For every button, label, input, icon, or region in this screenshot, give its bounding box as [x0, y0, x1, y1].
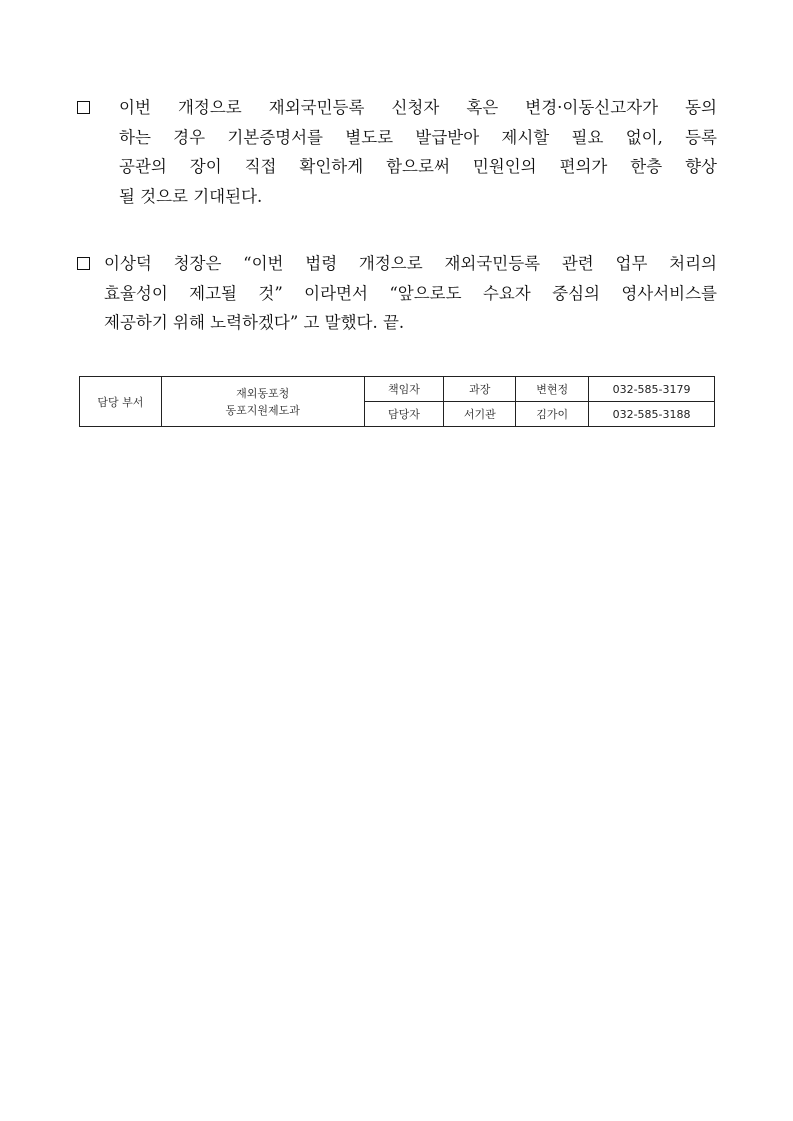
square-checkbox-icon: [77, 101, 90, 114]
department-division: 동포지원제도과: [225, 403, 300, 417]
contact-name: 김가이: [516, 402, 589, 427]
line-text: 하는 경우 기본증명서를 별도로 발급받아 제시할 필요 없이, 등록: [119, 127, 717, 147]
paragraph-line: [77, 93, 717, 123]
line-text: 될 것으로 기대된다.: [119, 186, 263, 206]
contact-title: 과장: [444, 377, 516, 402]
contact-name: 변현정: [516, 377, 589, 402]
department-name: [161, 377, 364, 427]
paragraph-line: [77, 152, 717, 182]
department-label: 담당 부서: [80, 377, 162, 427]
table-row: [80, 377, 715, 402]
contact-table: [79, 376, 715, 427]
contact-role: 담당자: [364, 402, 444, 427]
line-text: 제공하기 위해 노력하겠다” 고 말했다. 끝.: [104, 313, 405, 332]
square-checkbox-icon: [77, 257, 90, 270]
contact-phone: 032-585-3188: [589, 402, 715, 427]
department-agency: 재외동포청: [236, 386, 290, 400]
paragraph-line: [77, 279, 717, 309]
paragraph-1: [77, 93, 717, 211]
contact-role: 책임자: [364, 377, 444, 402]
contact-phone: 032-585-3179: [589, 377, 715, 402]
line-text: 이상덕 청장은 “이번 법령 개정으로 재외국민등록 관련 업무 처리의: [104, 254, 717, 273]
line-text: 공관의 장이 직접 확인하게 함으로써 민원인의 편의가 한층 향상: [119, 157, 717, 176]
paragraph-line: [77, 308, 717, 338]
line-text: 효율성이 제고될 것” 이라면서 “앞으로도 수요자 중심의 영사서비스를: [104, 283, 717, 303]
contact-title: 서기관: [444, 402, 516, 427]
line-text: 이번 개정으로 재외국민등록 신청자 혹은 변경·이동신고자가 동의: [119, 98, 717, 117]
paragraph-line: [77, 182, 717, 212]
paragraph-2: [77, 249, 717, 338]
paragraph-line: [77, 249, 717, 279]
paragraph-line: [77, 123, 717, 153]
